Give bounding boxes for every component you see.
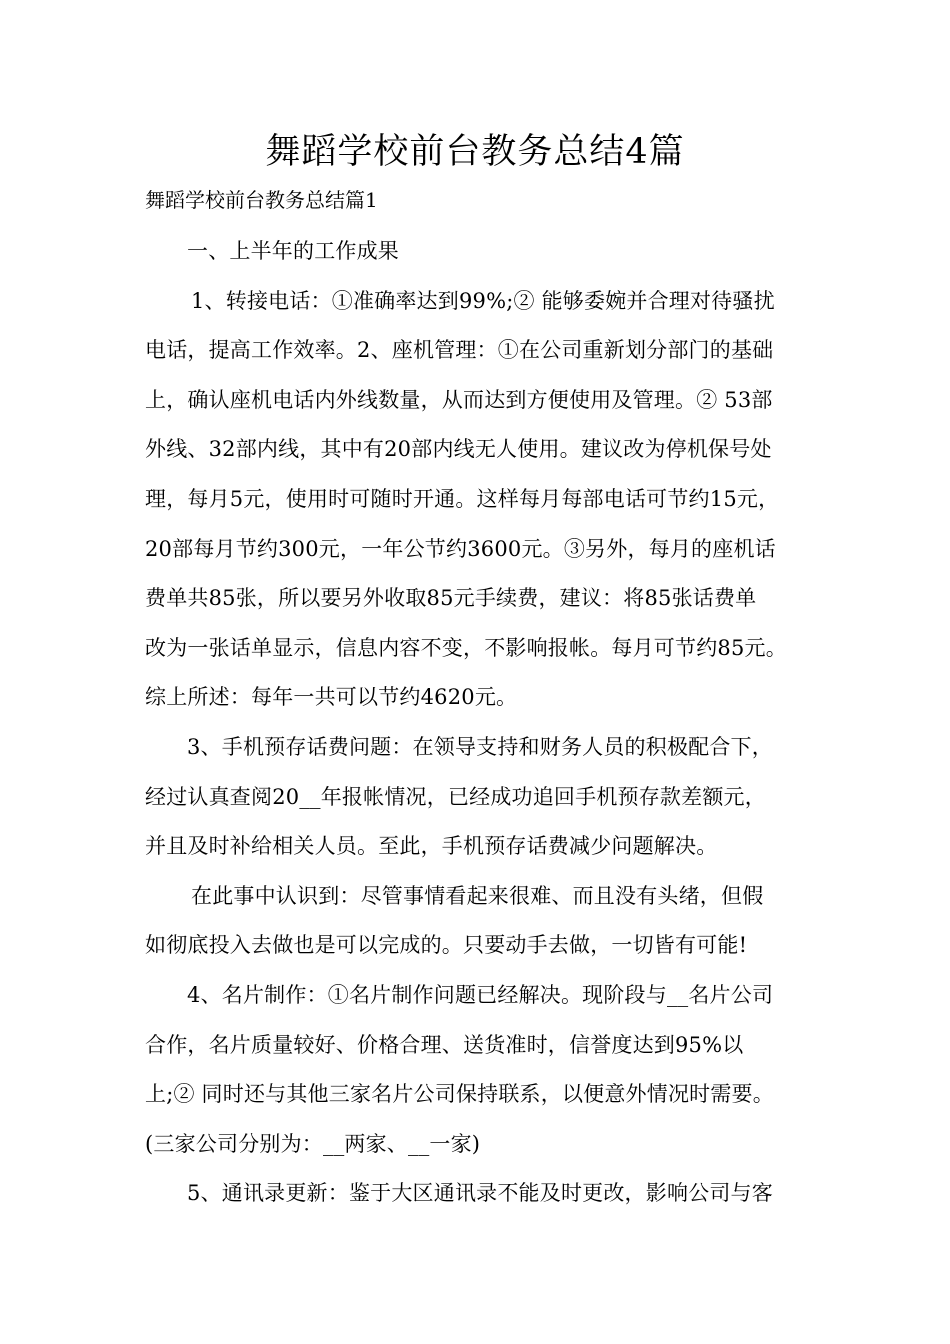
paragraph-line: 20部每月节约300元，一年公节约3600元。③另外，每月的座机话: [145, 536, 776, 561]
paragraph-line: 合作，名片质量较好、价格合理、送货准时，信誉度达到95%以: [145, 1032, 744, 1057]
section-heading: 一、上半年的工作成果: [187, 239, 399, 263]
paragraph-line: 经过认真查阅20__年报帐情况，已经成功追回手机预存款差额元，: [145, 784, 766, 809]
paragraph-line: 上，确认座机电话内外线数量，从而达到方便使用及管理。② 53部: [145, 387, 773, 412]
paragraph-line: 在此事中认识到：尽管事情看起来很难、而且没有头绪，但假: [191, 883, 764, 908]
document-title: 舞蹈学校前台教务总结4篇: [265, 132, 685, 172]
paragraph-line: 上;② 同时还与其他三家名片公司保持联系，以便意外情况时需要。: [145, 1082, 774, 1107]
document-body: [145, 233, 825, 1225]
paragraph-line: 1、转接电话：①准确率达到99%;② 能够委婉并合理对待骚扰: [191, 288, 775, 313]
paragraph-line: 综上所述：每年一共可以节约4620元。: [145, 685, 518, 710]
paragraph-line: 费单共85张，所以要另外收取85元手续费，建议：将85张话费单: [145, 586, 757, 611]
paragraph-line: 外线、32部内线，其中有20部内线无人使用。建议改为停机保号处: [145, 437, 772, 462]
paragraph-line: 改为一张话单显示，信息内容不变，不影响报帐。每月可节约85元。: [145, 635, 787, 660]
paragraph-line: 3、手机预存话费问题：在领导支持和财务人员的积极配合下，: [187, 734, 773, 759]
paragraph-line: 理，每月5元，使用时可随时开通。这样每月每部电话可节约15元，: [145, 486, 780, 511]
paragraph-line: 电话，提高工作效率。2、座机管理：①在公司重新划分部门的基础: [145, 338, 774, 363]
paragraph-line: 并且及时补给相关人员。至此，手机预存话费减少问题解决。: [145, 834, 718, 859]
paragraph-line: 4、名片制作：①名片制作问题已经解决。现阶段与__名片公司: [187, 982, 774, 1007]
paragraph-line: (三家公司分别为：__两家、__一家): [145, 1131, 481, 1156]
paragraph-line: 5、通讯录更新：鉴于大区通讯录不能及时更改，影响公司与客: [187, 1181, 773, 1206]
document-subtitle: 舞蹈学校前台教务总结篇1: [145, 188, 378, 212]
paragraph-line: 如彻底投入去做也是可以完成的。只要动手去做，一切皆有可能!: [145, 933, 748, 958]
